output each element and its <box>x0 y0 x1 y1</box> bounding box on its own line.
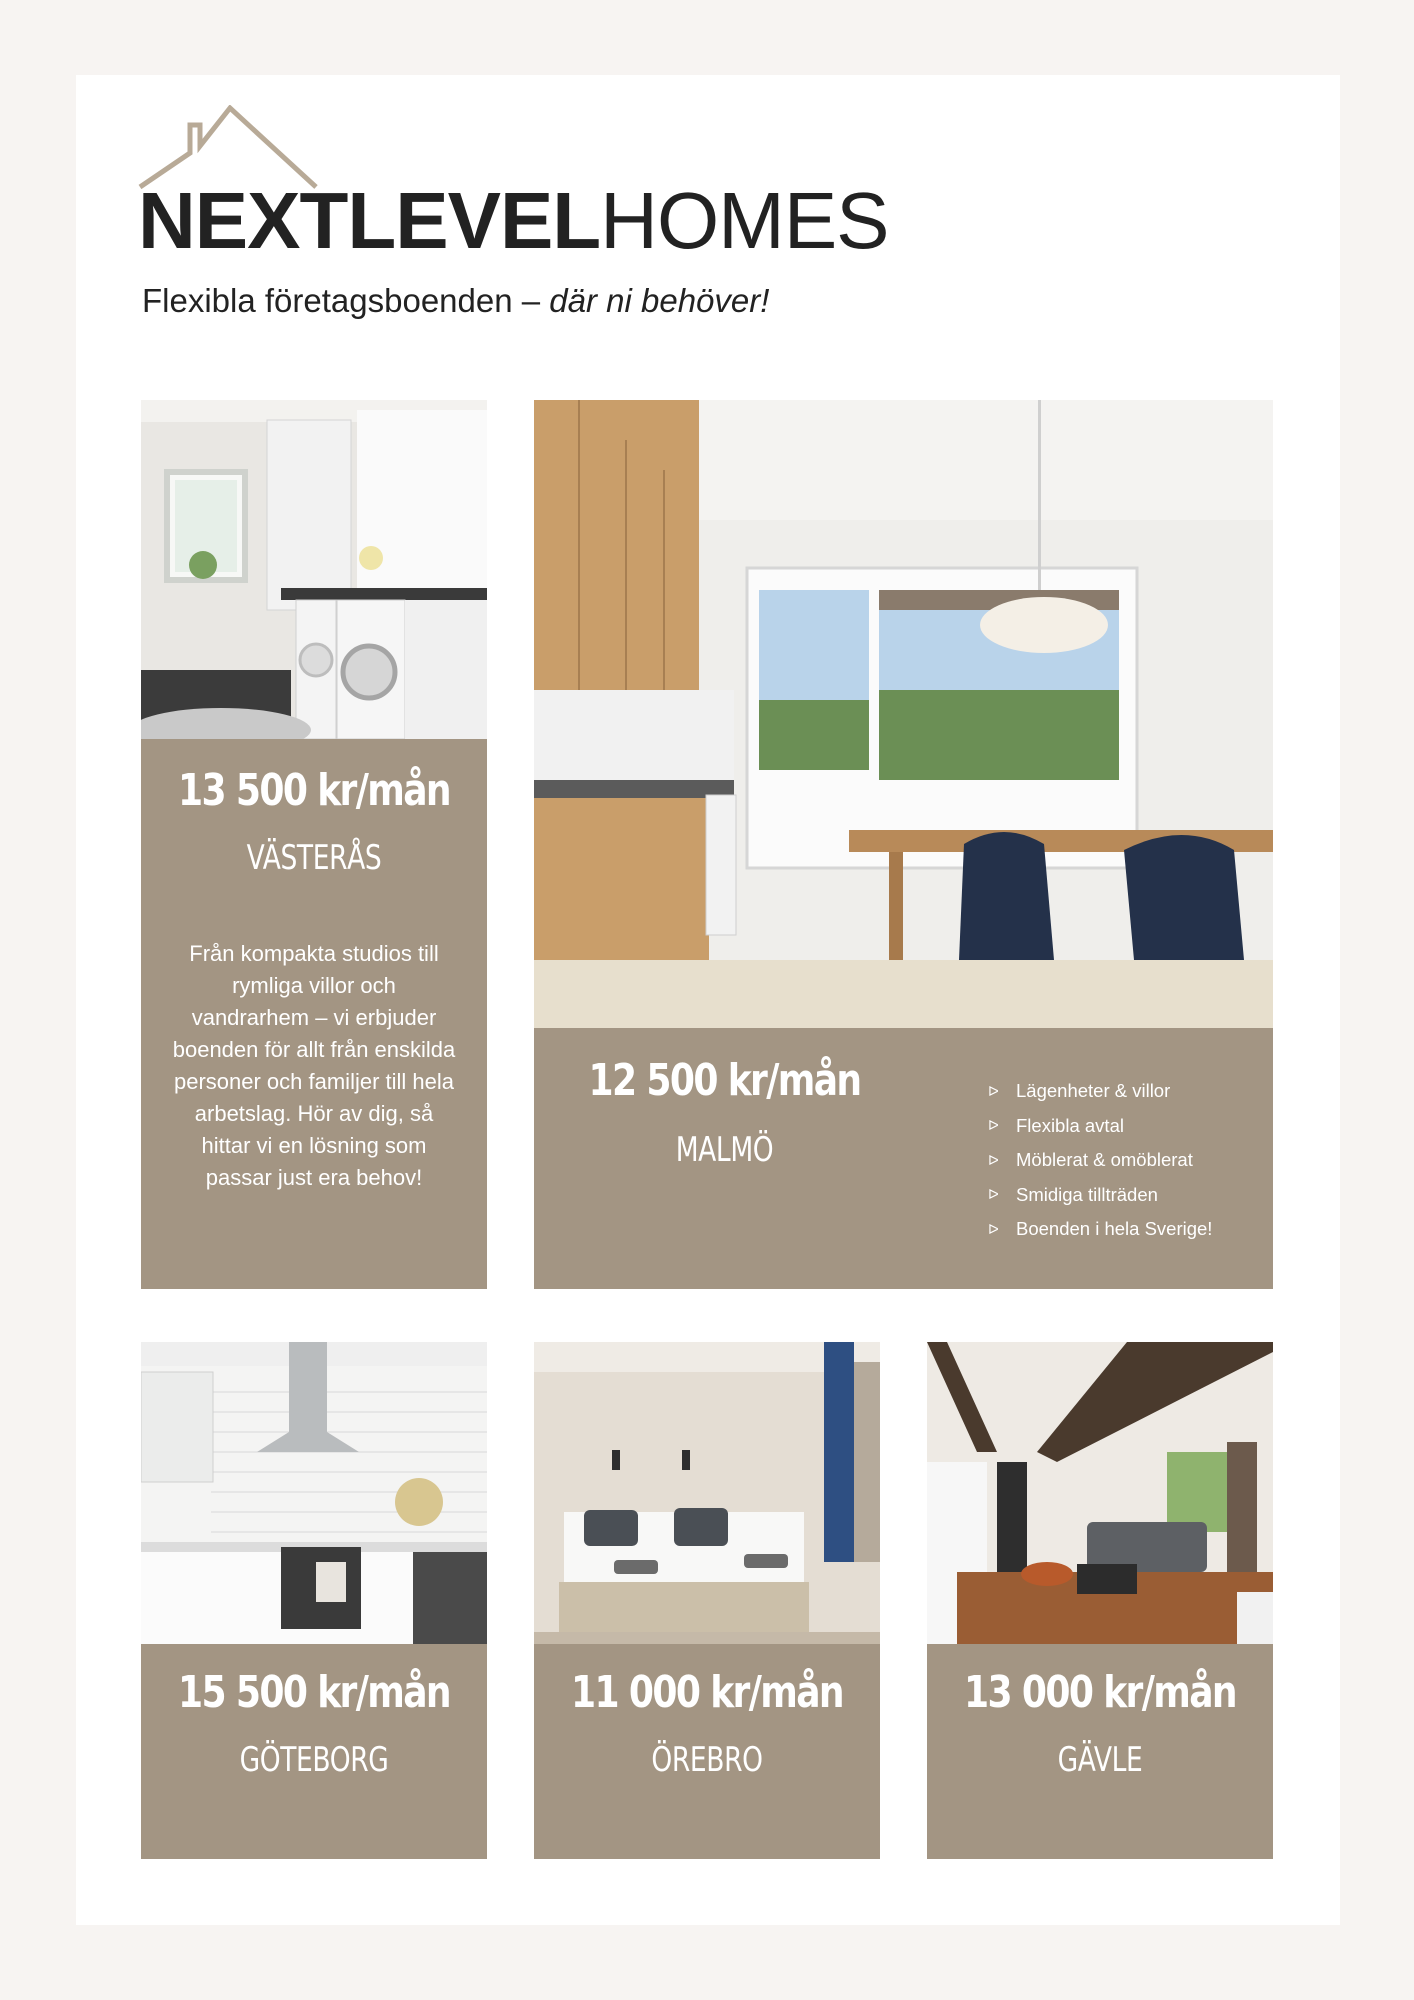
brand-name-bold: NEXTLEVEL <box>138 176 601 265</box>
listing-price: 13 000 kr/mån <box>964 1667 1236 1718</box>
listing-card-gavle[interactable] <box>927 1342 1273 1859</box>
list-item <box>988 1143 1212 1178</box>
list-item <box>988 1074 1212 1109</box>
brand-name-light: HOMES <box>600 176 889 265</box>
feature-label: Smidiga tillträden <box>1016 1183 1158 1205</box>
brand-logo <box>138 105 889 265</box>
arrow-right-icon: ᐅ <box>988 1117 999 1134</box>
listing-price: 15 500 kr/mån <box>178 1667 450 1718</box>
listing-city: ÖREBRO <box>651 1740 763 1780</box>
kitchen-dining-photo <box>534 400 1273 1028</box>
kitchen-photo <box>141 1342 487 1644</box>
list-item <box>988 1109 1212 1144</box>
tagline-text: Flexibla företagsboenden – <box>142 282 550 319</box>
listing-price: 13 500 kr/mån <box>178 765 450 816</box>
tagline-emphasis: där ni behöver! <box>549 282 770 319</box>
listing-description: Från kompakta studios till rymliga villor och vandrarhem – vi erbjuder boenden för allt från enskilda personer och familjer till hela arbetslag. Hör av dig, så hittar vi en lösning som passar just era behov! <box>172 941 456 1190</box>
listing-city: MALMÖ <box>675 1130 774 1170</box>
laundry-room-photo <box>141 400 487 739</box>
listing-card-goteborg[interactable] <box>141 1342 487 1859</box>
living-room-photo <box>927 1342 1273 1644</box>
list-item <box>988 1178 1212 1213</box>
arrow-right-icon: ᐅ <box>988 1220 999 1237</box>
arrow-right-icon: ᐅ <box>988 1082 999 1099</box>
feature-label: Flexibla avtal <box>1016 1114 1124 1136</box>
feature-label: Boenden i hela Sverige! <box>1016 1218 1213 1240</box>
listing-price: 12 500 kr/mån <box>588 1055 861 1106</box>
tagline <box>142 282 769 320</box>
listing-price: 11 000 kr/mån <box>571 1667 843 1718</box>
listing-card-vasteras[interactable] <box>141 400 487 1289</box>
feature-list <box>988 1074 1212 1247</box>
listing-city: VÄSTERÅS <box>246 838 382 878</box>
arrow-right-icon: ᐅ <box>988 1151 999 1168</box>
listing-city: GÖTEBORG <box>239 1740 389 1780</box>
listing-city: GÄVLE <box>1057 1740 1143 1780</box>
feature-label: Möblerat & omöblerat <box>1016 1149 1193 1171</box>
listing-card-orebro[interactable] <box>534 1342 880 1859</box>
brand-wordmark <box>138 176 889 265</box>
bedroom-photo <box>534 1342 880 1644</box>
feature-label: Lägenheter & villor <box>1016 1080 1171 1102</box>
list-item <box>988 1212 1212 1247</box>
arrow-right-icon: ᐅ <box>988 1186 999 1203</box>
